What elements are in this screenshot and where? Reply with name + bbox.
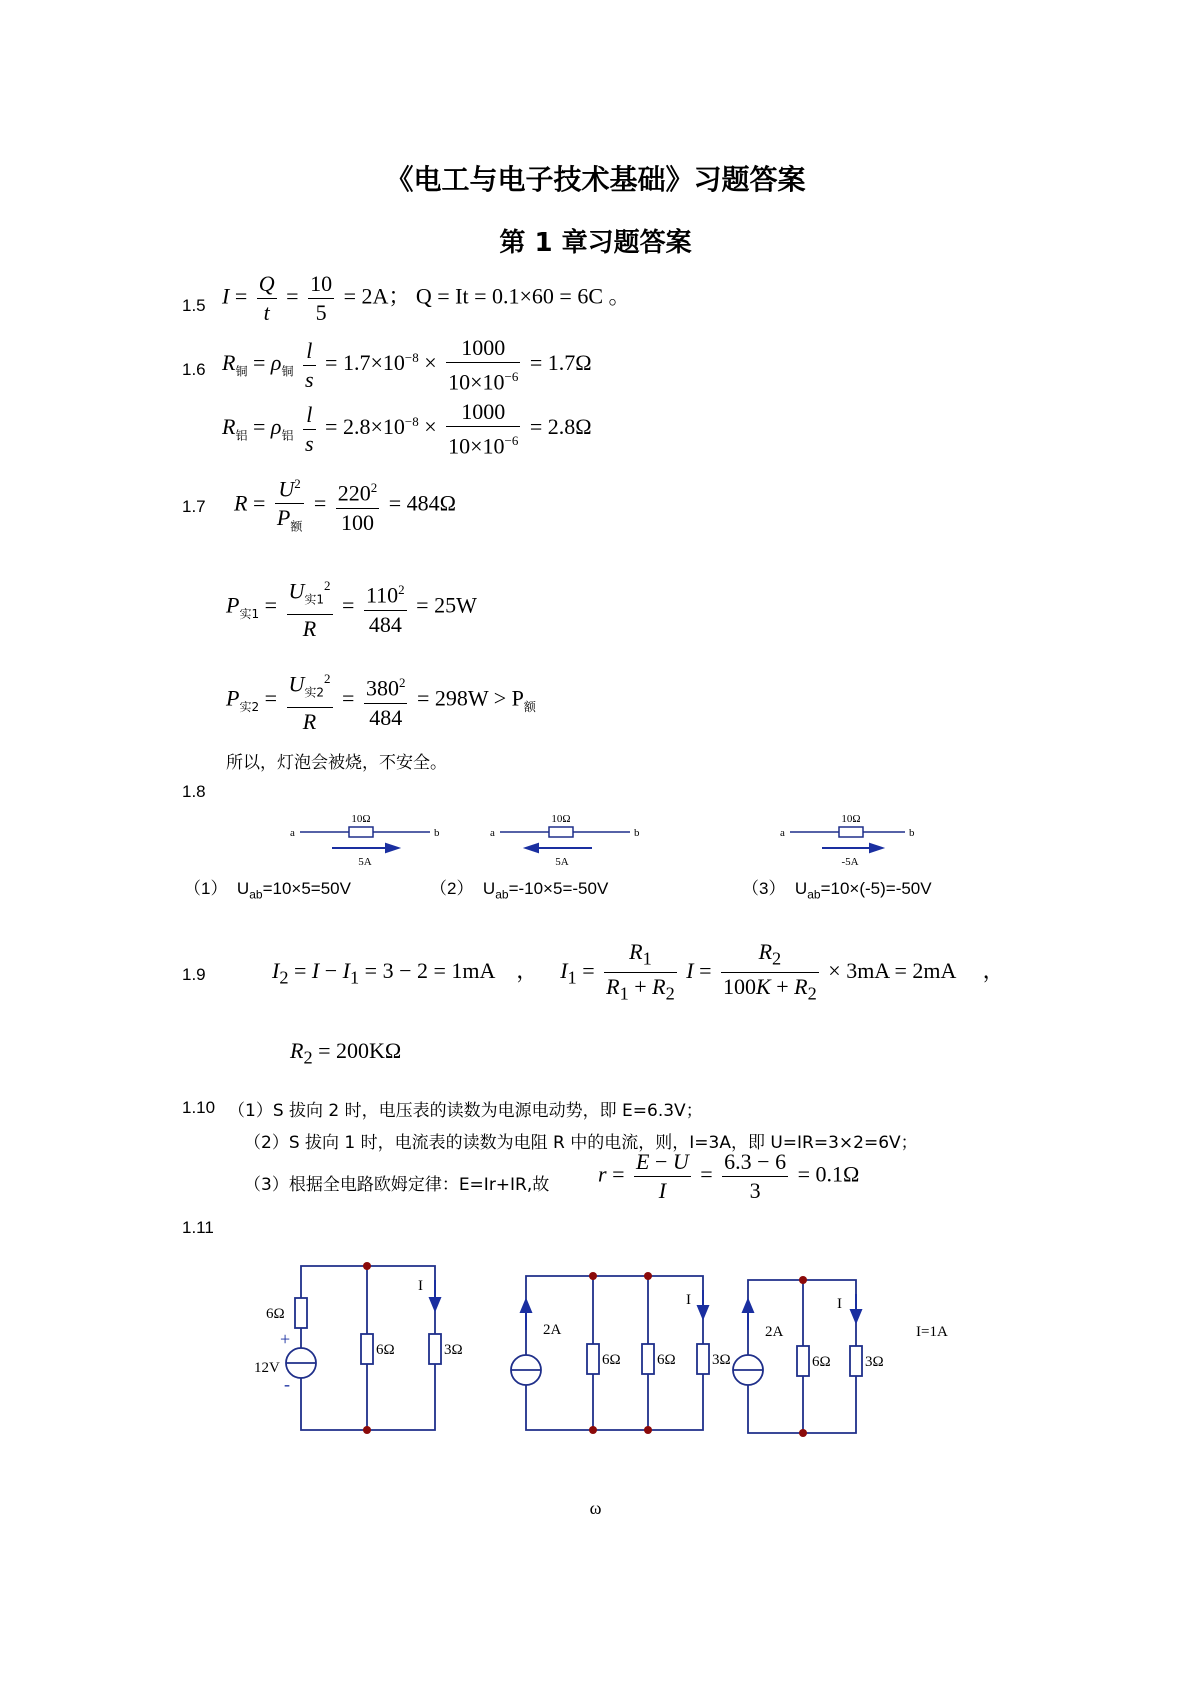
problem-number-1-5: 1.5 <box>182 296 206 315</box>
label-r1: 6Ω <box>812 1354 831 1370</box>
plus-sign: + <box>280 1329 291 1349</box>
current-label: 5A <box>358 856 372 868</box>
label-result: I=1A <box>916 1324 948 1340</box>
problem-number-1-9: 1.9 <box>182 965 206 984</box>
problem-number-1-10: 1.10 <box>182 1098 216 1117</box>
node-b: b <box>434 827 440 839</box>
conclusion-1-7: 所以，灯泡会被烧，不安全。 <box>226 753 447 773</box>
circuit-diagrams-1-11 <box>240 1250 970 1450</box>
current-label: -5A <box>841 856 859 868</box>
page-footer: ω <box>589 1498 602 1518</box>
label-r2: 3Ω <box>444 1342 463 1358</box>
resistor-diagrams-1-8 <box>280 810 1000 870</box>
answer-1-10-1: （1）S 拔向 2 时，电压表的读数为电源电动势，即 E=6.3V； <box>228 1101 703 1121</box>
formula-1-5-result: = 2A； <box>343 283 411 309</box>
answer-1-10-3: （3）根据全电路欧姆定律：E=Ir+IR,故 <box>244 1175 550 1195</box>
resistor-label: 10Ω <box>841 813 861 825</box>
problem-number-1-7: 1.7 <box>182 497 206 516</box>
formula-1-9: $I_2 = I - I_1 = 3 - 2 = 1mA$ ， $I_1$ = $\frac{R_1}{R_1 + R_2}$ I = $\frac{R_2}{100K + R_2}$ × 3mA = 2mA ， <box>272 939 1005 1004</box>
label-current: I <box>418 1278 423 1294</box>
label-source-current: 2A <box>765 1324 784 1340</box>
problem-number-1-11: 1.11 <box>182 1218 214 1237</box>
label-r1: 6Ω <box>602 1352 621 1368</box>
node-a: a <box>490 827 495 839</box>
formula-1-6-copper: $R_铜 = \rho_铜$ $\frac{l}{s}$ = $1.7\times 10^{-8}$ × $\frac{1000}{10\times 10^{-6}}$ = 1.7Ω <box>222 335 592 395</box>
chapter-title: 第 1 章习题答案 <box>499 228 692 258</box>
minus-sign: - <box>284 1374 290 1394</box>
document-title: 《电工与电子技术基础》习题答案 <box>385 163 806 196</box>
problem-number-1-8: 1.8 <box>182 782 206 801</box>
formula-1-5: I = $\frac{Q}{t}$ = $\frac{10}{5}$ = 2A； Q = It = 0.1×60 = 6C 。 <box>222 271 631 325</box>
label-r2: 6Ω <box>657 1352 676 1368</box>
label-r1: 6Ω <box>376 1342 395 1358</box>
label-source-current: 2A <box>543 1322 562 1338</box>
label-r2: 3Ω <box>865 1354 884 1370</box>
formula-1-6-aluminum: $R_铝 = \rho_铝$ $\frac{l}{s}$ = $2.8\times 10^{-8}$ × $\frac{1000}{10\times 10^{-6}}$ = 2.8Ω <box>222 399 592 459</box>
current-label: 5A <box>555 856 569 868</box>
caption-1-8-2: （2） $U_{ab}=-10\times 5=-50V$ <box>430 879 609 902</box>
label-current: I <box>686 1292 691 1308</box>
node-b: b <box>634 827 640 839</box>
formula-1-7-power1: $P_{实1}$ = $\frac{U_{实1}^2}{R}$ = $\frac{110^2}{484}$ = 25W <box>226 572 477 643</box>
problem-number-1-6: 1.6 <box>182 360 206 379</box>
formula-1-5-charge: Q = It = 0.1×60 = 6C 。 <box>415 283 631 309</box>
answer-1-10-2: （2）S 拔向 1 时，电流表的读数为电阻 R 中的电流，则，I=3A，即 U=IR=3×2=6V； <box>244 1133 918 1153</box>
node-a: a <box>780 827 785 839</box>
circuit-3 <box>733 1280 862 1433</box>
formula-1-7-power2: $P_{实2}$ = $\frac{U_{实2}^2}{R}$ = $\frac{380^2}{484}$ = $298W > P_额$ <box>226 665 536 736</box>
formula-1-9-r2: $R_2 = 200K\Omega$ <box>290 1038 402 1068</box>
formula-1-7-resistance: R = $\frac{U^2}{P_额}$ = $\frac{220^2}{100}$ = 484Ω <box>234 470 456 541</box>
caption-1-8-1: （1） $U_{ab}=10\times 5=50V$ <box>184 879 351 902</box>
node-b: b <box>909 827 915 839</box>
node-a: a <box>290 827 295 839</box>
resistor-label: 10Ω <box>351 813 371 825</box>
caption-1-8-3: （3） $U_{ab}=10\times(-5)=-50V$ <box>742 879 932 902</box>
formula-1-10: r = $\frac{E - U}{I}$ = $\frac{6.3 - 6}{3}$ = 0.1Ω <box>598 1149 860 1203</box>
label-current: I <box>837 1296 842 1312</box>
label-r3: 3Ω <box>712 1352 731 1368</box>
resistor-label: 10Ω <box>551 813 571 825</box>
label-source-voltage: 12V <box>254 1360 280 1376</box>
label-r-series: 6Ω <box>266 1306 285 1322</box>
